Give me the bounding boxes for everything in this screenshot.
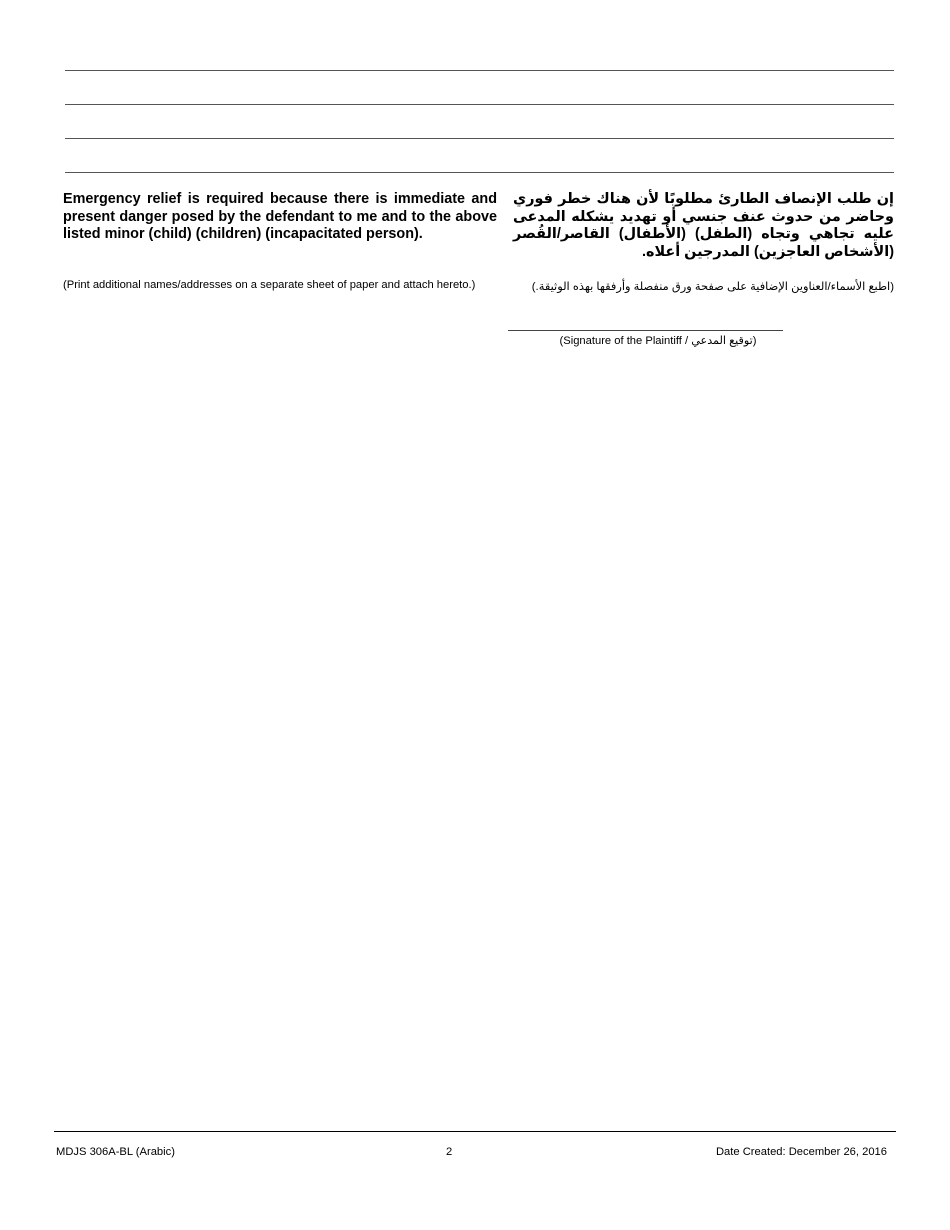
blank-line-1[interactable] — [65, 70, 894, 71]
caption-arabic: توقيع المدعي — [691, 335, 753, 347]
footer-page-number: 2 — [446, 1146, 453, 1158]
caption-close-paren: ) — [752, 335, 757, 347]
blank-line-2[interactable] — [65, 104, 894, 105]
caption-open-paren: ( — [559, 335, 564, 347]
footer-form-id: MDJS 306A-BL (Arabic) — [56, 1146, 175, 1158]
emergency-relief-statement-arabic: إن طلب الإنصاف الطارئ مطلوبًا لأن هناك خطر فوري وحاضر من حدوث عنف جنسي أو تهديد يشكله المدعى عليه تجاهي وتجاه (الطفل) (الأطفال) القاصر/القُصر (الأشخاص العاجزين) المدرجين أعلاه. — [513, 191, 894, 260]
plaintiff-signature-line[interactable] — [508, 330, 783, 331]
additional-names-note-english: (Print additional names/addresses on a separate sheet of paper and attach hereto.) — [63, 279, 476, 291]
blank-line-4[interactable] — [65, 172, 894, 173]
emergency-relief-statement-english: Emergency relief is required because there is immediate and present danger posed by the defendant to me and to the above listed minor (child) (children) (incapacitated person). — [63, 191, 497, 242]
footer-divider — [54, 1131, 896, 1132]
footer-date-created: Date Created: December 26, 2016 — [715, 1146, 887, 1158]
caption-separator: / — [681, 335, 692, 347]
caption-english: Signature of the Plaintiff — [563, 335, 682, 347]
additional-names-note-arabic: (اطبع الأسماء/العناوين الإضافية على صفحة ورق منفصلة وأرفقها بهذه الوثيقة.) — [531, 281, 894, 293]
blank-line-3[interactable] — [65, 138, 894, 139]
plaintiff-signature-caption — [508, 334, 808, 347]
